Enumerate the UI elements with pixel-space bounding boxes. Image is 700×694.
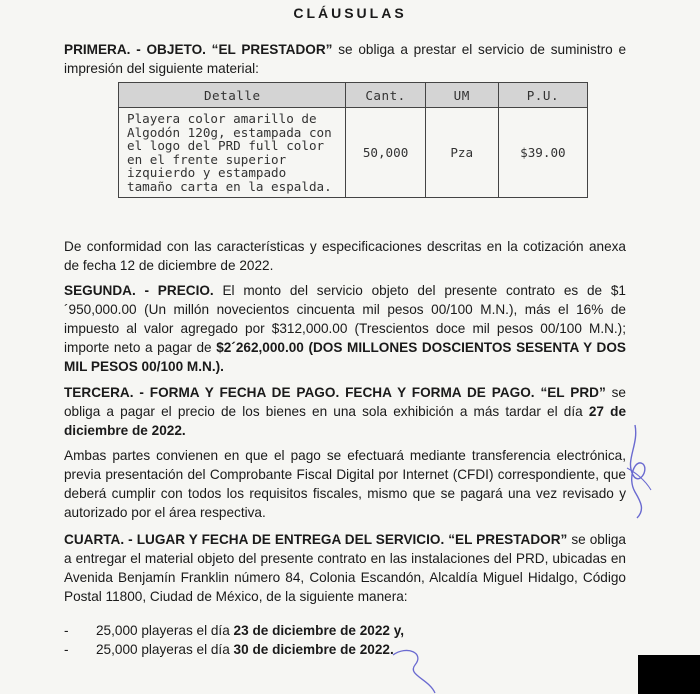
cell-cant: 50,000 (346, 108, 425, 198)
clause-tercera-text: se obliga a pagar el precio de los bienes en una sola exhibición a más tardar el día (64, 385, 626, 419)
list-item-text: 25,000 playeras el día (96, 642, 234, 657)
clause-tercera (64, 383, 626, 440)
signature-mark-icon (385, 635, 445, 694)
conformidad-paragraph: De conformidad con las características y especificaciones descritas en la cotización anexa de fecha 12 de diciembre de 2022. (64, 239, 626, 273)
cell-pu: $39.00 (498, 108, 587, 198)
table-row (119, 108, 588, 198)
list-item-date: 23 de diciembre de 2022 (233, 623, 390, 638)
clause-cuarta-text: se obliga a entregar el material objeto del presente contrato en las instalaciones del PRD, ubicadas en Avenida Benjamín Franklin número 84, Colonia Escandón, Alcaldía Miguel Hidalgo, Código Postal 11800, Ciudad de México, de la siguiente manera: (64, 532, 626, 604)
clause-segunda (64, 281, 626, 376)
cell-um: Pza (425, 108, 498, 198)
clause-tercera-date: 27 de diciembre de 2022. (64, 404, 626, 438)
redaction-box (638, 655, 700, 694)
col-pu: P.U. (498, 83, 587, 108)
list-item (64, 621, 624, 640)
clause-segunda-text: El monto del servicio objeto del presente contrato es de $1´950,000.00 (Un millón novecientos cincuenta mil pesos 00/100 M.N.), más el 16% de impuesto al valor agregado por $312,000.00 (Trescientos doce mil pesos 00/100 M.N.); importe neto a pagar de (64, 283, 626, 355)
col-um: UM (425, 83, 498, 108)
list-item (64, 640, 624, 659)
table-header-row (119, 83, 588, 108)
list-dash: - (64, 642, 69, 657)
signature-icon (605, 420, 665, 520)
cell-detalle: Playera color amarillo de Algodón 120g, estampada con el logo del PRD full color en el frente superior izquierdo y estampado tamaño carta en la espalda. (119, 108, 346, 198)
col-cant: Cant. (346, 83, 425, 108)
list-item-tail: . (389, 642, 394, 657)
clause-segunda-heading: SEGUNDA. - PRECIO. (64, 283, 214, 298)
clause-segunda-total: $2´262,000.00 (DOS MILLONES DOSCIENTOS SESENTA Y DOS MIL PESOS 00/100 M.N.). (64, 340, 626, 374)
list-item-text: 25,000 playeras el día (96, 623, 234, 638)
list-dash: - (64, 623, 69, 638)
list-item-tail: y, (389, 623, 405, 638)
clause-primera-text: se obliga a prestar el servicio de suministro e impresión del siguiente material: (64, 42, 626, 76)
clause-cuarta (64, 530, 626, 606)
delivery-list (64, 621, 624, 659)
list-item-date: 30 de diciembre de 2022 (233, 642, 390, 657)
clause-primera (64, 40, 626, 78)
material-table (118, 82, 588, 198)
clause-tercera-heading: TERCERA. - FORMA Y FECHA DE PAGO. FECHA Y FORMA DE PAGO. “EL PRD” (64, 385, 606, 400)
ambas-paragraph: Ambas partes convienen en que el pago se efectuará mediante transferencia electrónica, previa presentación del Comprobante Fiscal Digital por Internet (CFDI) correspondiente, que deberá cumplir con todos los requisitos fiscales, mismo que se pagará una vez revisado y autorizado por el área respectiva. (64, 448, 626, 520)
col-detalle: Detalle (119, 83, 346, 108)
page-title: CLÁUSULAS (293, 5, 407, 21)
clause-cuarta-heading: CUARTA. - LUGAR Y FECHA DE ENTREGA DEL SERVICIO. “EL PRESTADOR” (64, 532, 568, 547)
clause-primera-heading: PRIMERA. - OBJETO. “EL PRESTADOR” (64, 42, 333, 57)
